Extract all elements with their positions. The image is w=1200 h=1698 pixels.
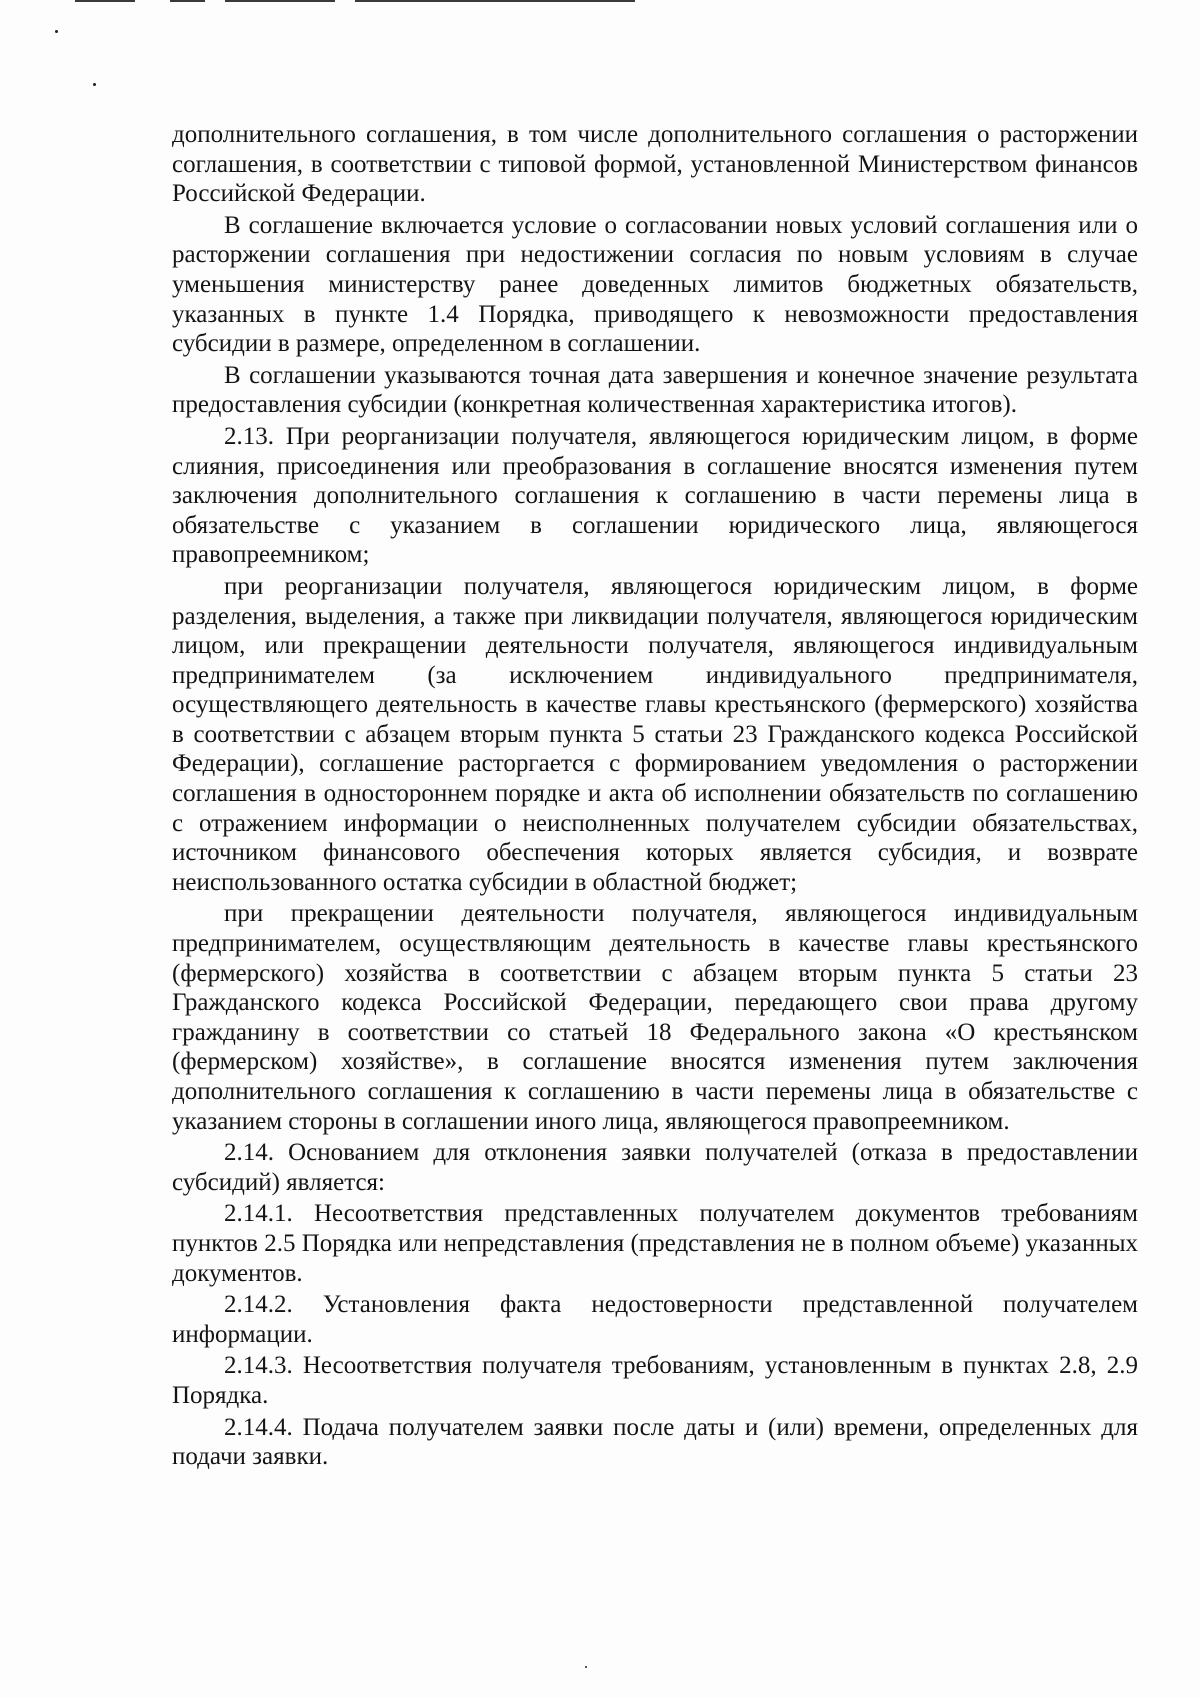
paragraph-2-13-termination: при прекращении деятельности получателя, являющегося индивидуальным предпринимателем, осуществляющим деятельность в качестве главы крестьянского (фермерского) хозяйства в соответствии с абзацем вторым пункта 5 статьи 23 Гражданского кодекса Российской Федерации, передающего свои права другому гражданину в соответствии со статьей 18 Федерального закона «О крестьянском (фермерском) хозяйстве», в соглашение вносятся изменения путем заключения дополнительного соглашения к соглашению в части перемены лица в обязательстве с указанием стороны в соглашении иного лица, являющегося правопреемником. [172, 900, 1138, 1135]
paragraph-completion-date: В соглашении указываются точная дата завершения и конечное значение результата предоставления субсидии (конкретная количественная характеристика итогов). [172, 361, 1138, 419]
scan-artifact-line [355, 0, 635, 2]
paragraph-agreement-condition: В соглашение включается условие о согласовании новых условий соглашения или о расторжении соглашения при недостижении согласия по новым условиям в случае уменьшения министерству ранее доведенных лимитов бюджетных обязательств, указанных в пункте 1.4 Порядка, приводящего к невозможности предоставления субсидии в размере, определенном в соглашении. [172, 211, 1138, 358]
paragraph-2-13-division: при реорганизации получателя, являющегося юридическим лицом, в форме разделения, выделения, а также при ликвидации получателя, являющегося юридическим лицом, или прекращении деятельности получателя, являющегося индивидуальным предпринимателем (за исключением индивидуального предпринимателя, осуществляющего деятельность в качестве главы крестьянского (фермерского) хозяйства в соответствии с абзацем вторым пункта 5 статьи 23 Гражданского кодекса Российской Федерации), соглашение расторгается с формированием уведомления о расторжении соглашения в одностороннем порядке и акта об исполнении обязательств по соглашению с отражением информации о неисполненных получателем субсидии обязательствах, источником финансового обеспечения которых является субсидия, и возврате неиспользованного остатка субсидии в областной бюджет; [172, 572, 1138, 896]
paragraph-2-13: 2.13. При реорганизации получателя, являющегося юридическим лицом, в форме слияния, присоединения или преобразования в соглашение вносятся изменения путем заключения дополнительного соглашения к соглашению в части перемены лица в обязательстве с указанием в соглашении юридического лица, являющегося правопреемником; [172, 422, 1138, 569]
paragraph-2-14: 2.14. Основанием для отклонения заявки получателей (отказа в предоставлении субсидий) является: [172, 1139, 1138, 1196]
scan-speck [55, 30, 58, 33]
paragraph-2-14-4: 2.14.4. Подача получателем заявки после даты и (или) времени, определенных для подачи заявки. [172, 1413, 1138, 1471]
paragraph-2-14-3: 2.14.3. Несоответствия получателя требованиям, установленным в пунктах 2.8, 2.9 Порядка. [172, 1352, 1138, 1409]
paragraph-continuation: дополнительного соглашения, в том числе дополнительного соглашения о расторжении соглашения, в соответствии с типовой формой, установленной Министерством финансов Российской Федерации. [172, 121, 1138, 208]
scan-artifact-line [75, 0, 135, 2]
paragraph-2-14-1: 2.14.1. Несоответствия представленных получателем документов требованиям пунктов 2.5 Порядка или непредставления (представления не в полном объеме) указанных документов. [172, 1200, 1138, 1287]
scan-speck [585, 1666, 587, 1668]
scan-artifact-line [170, 0, 205, 2]
scan-artifact-line [225, 0, 335, 2]
scan-speck [93, 83, 96, 86]
document-body [172, 120, 1138, 1474]
paragraph-2-14-2: 2.14.2. Установления факта недостоверности представленной получателем информации. [172, 1291, 1138, 1348]
